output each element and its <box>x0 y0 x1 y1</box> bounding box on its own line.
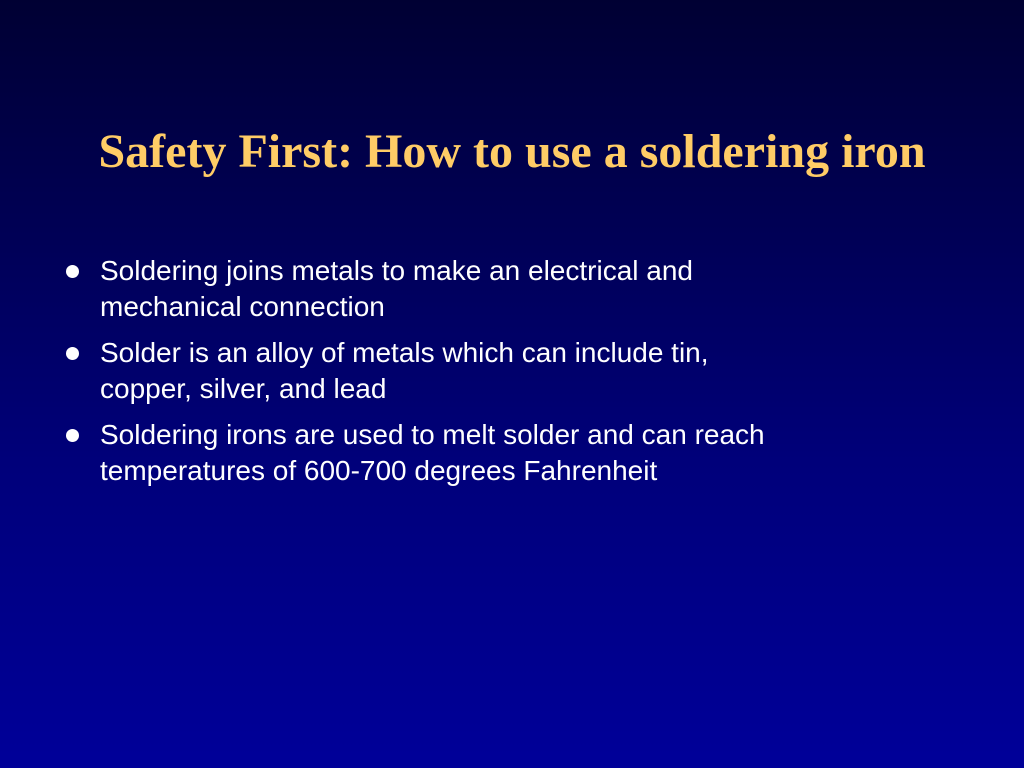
bullet-dot-icon <box>66 347 79 360</box>
bullet-dot-icon <box>66 265 79 278</box>
bullet-item <box>66 417 966 489</box>
bullet-text-line: temperatures of 600-700 degrees Fahrenheit <box>100 455 658 486</box>
bullet-item <box>66 335 966 407</box>
bullet-dot-icon <box>66 429 79 442</box>
bullet-text-line: copper, silver, and lead <box>100 373 387 404</box>
bullet-item <box>66 253 966 325</box>
bullet-text-line: mechanical connection <box>100 291 385 322</box>
bullet-text-line: Soldering irons are used to melt solder and can reach <box>100 419 765 450</box>
bullet-text-line: Solder is an alloy of metals which can include tin, <box>100 337 709 368</box>
bullet-text-line: Soldering joins metals to make an electrical and <box>100 255 693 286</box>
slide-title: Safety First: How to use a soldering iron <box>98 125 926 178</box>
bullet-list <box>66 253 966 499</box>
